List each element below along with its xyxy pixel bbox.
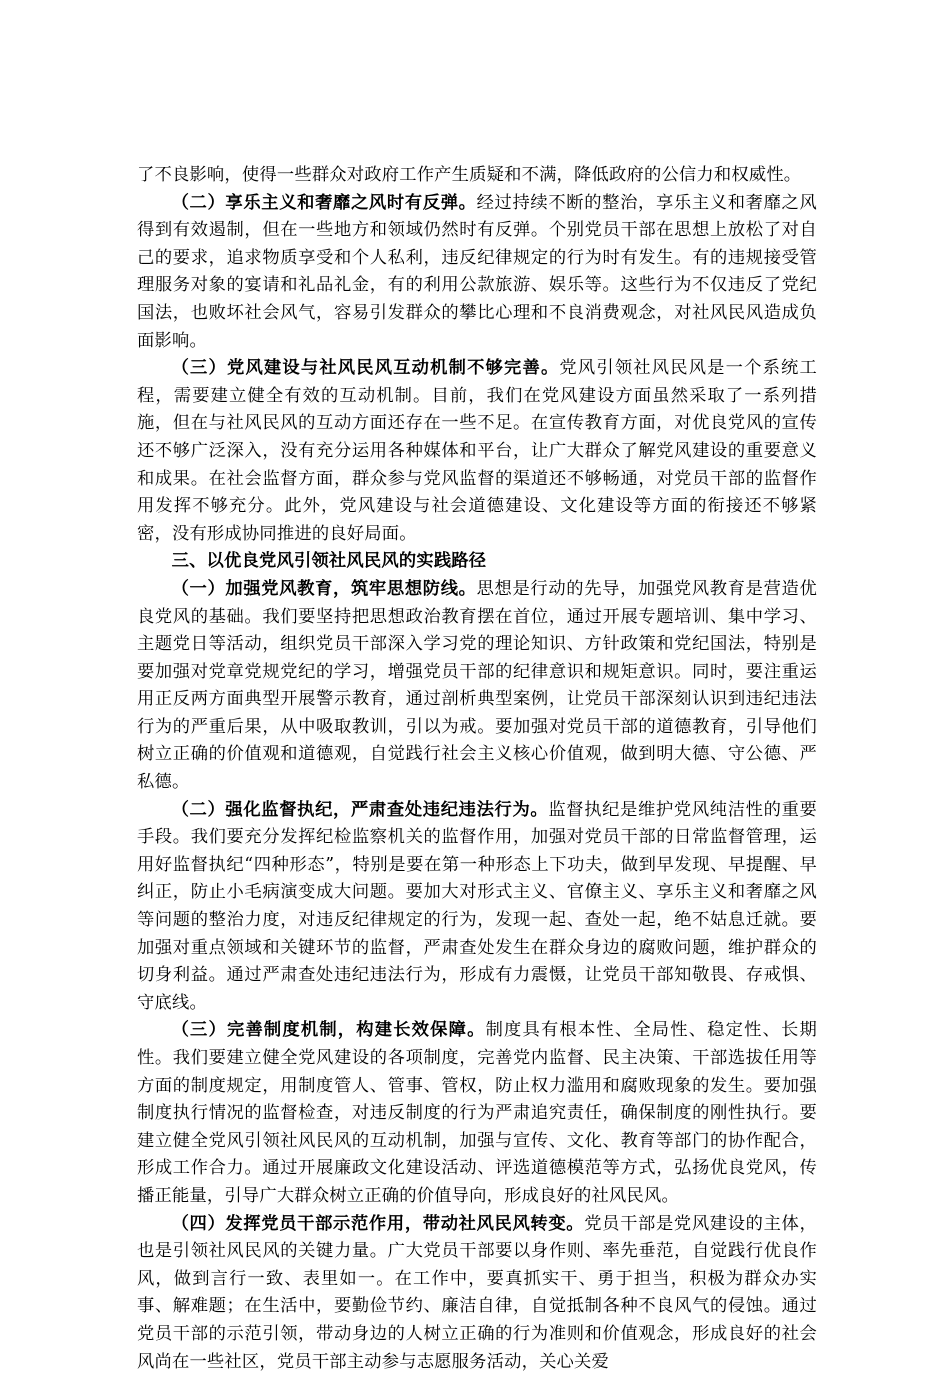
section-heading — [137, 548, 817, 576]
paragraph-1-text: 了不良影响，使得一些群众对政府工作产生质疑和不满，降低政府的公信力和权威性。 — [137, 165, 802, 185]
paragraph-2-heading: （二）享乐主义和奢靡之风时有反弹。 — [171, 192, 477, 213]
paragraph-7-heading: （三）完善制度机制，构建长效保障。 — [171, 1020, 486, 1041]
paragraph-2-text: 经过持续不断的整治，享乐主义和奢靡之风得到有效遏制，但在一些地方和领域仍然时有反弹。个别党员干部在思想上放松了对自己的要求，追求物质享受和个人私利，违反纪律规定的行为时有发生。有的违规接受管理服务对象的宴请和礼品礼金，有的利用公款旅游、娱乐等。这些行为不仅违反了党纪国法，也败坏社会风气，容易引发群众的攀比心理和不良消费观念，对社风民风造成负面影响。 — [137, 192, 817, 351]
paragraph-8 — [137, 1211, 817, 1376]
paragraph-6-heading: （二）强化监督执纪，严肃查处违纪违法行为。 — [171, 799, 549, 820]
paragraph-3-text: 党风引领社风民风是一个系统工程，需要建立健全有效的互动机制。目前，我们在党风建设方面虽然采取了一系列措施，但在与社风民风的互动方面还存在一些不足。在宣传教育方面，对优良党风的宣传还不够广泛深入，没有充分运用各种媒体和平台，让广大群众了解党风建设的重要意义和成果。在社会监督方面，群众参与党风监督的渠道还不够畅通，对党员干部的监督作用发挥不够充分。此外，党风建设与社会道德建设、文化建设等方面的衔接还不够紧密，没有形成协同推进的良好局面。 — [137, 358, 817, 544]
paragraph-8-heading: （四）发挥党员干部示范作用，带动社风民风转变。 — [171, 1213, 585, 1234]
paragraph-3 — [137, 355, 817, 548]
paragraph-5-text: 思想是行动的先导，加强党风教育是营造优良党风的基础。我们要坚持把思想政治教育摆在首位，通过开展专题培训、集中学习、主题党日等活动，组织党员干部深入学习党的理论知识、方针政策和党纪国法，特别是要加强对党章党规党纪的学习，增强党员干部的纪律意识和规矩意识。同时，要注重运用正反两方面典型开展警示教育，通过剖析典型案例，让党员干部深刻认识到违纪违法行为的严重后果，从中吸取教训，引以为戒。要加强对党员干部的道德教育，引导他们树立正确的价值观和道德观，自觉践行社会主义核心价值观，做到明大德、守公德、严私德。 — [137, 578, 817, 793]
paragraph-6-text: 监督执纪是维护党风纯洁性的重要手段。我们要充分发挥纪检监察机关的监督作用，加强对党员干部的日常监督管理，运用好监督执纪“四种形态”，特别是要在第一种形态上下功夫，做到早发现、早提醒、早纠正，防止小毛病演变成大问题。要加大对形式主义、官僚主义、享乐主义和奢靡之风等问题的整治力度，对违反纪律规定的行为，发现一起、查处一起，绝不姑息迁就。要加强对重点领域和关键环节的监督，严肃查处发生在群众身边的腐败问题，维护群众的切身利益。通过严肃查处违纪违法行为，形成有力震慑，让党员干部知敬畏、存戒惧、守底线。 — [137, 799, 817, 1013]
section-heading-text: 三、以优良党风引领社风民风的实践路径 — [171, 551, 487, 572]
paragraph-2 — [137, 190, 817, 356]
paragraph-3-heading: （三）党风建设与社风民风互动机制不够完善。 — [171, 358, 560, 379]
paragraph-7-text: 制度具有根本性、全局性、稳定性、长期性。我们要建立健全党风建设的各项制度，完善党内监督、民主决策、干部选拔任用等方面的制度规定，用制度管人、管事、管权，防止权力滥用和腐败现象的发生。要加强制度执行情况的监督检查，对违反制度的行为严肃追究责任，确保制度的刚性执行。要建立健全党风引领社风民风的互动机制，加强与宣传、文化、教育等部门的协作配合，形成工作合力。通过开展廉政文化建设活动、评选道德模范等方式，弘扬优良党风，传播正能量，引导广大群众树立正确的价值导向，形成良好的社风民风。 — [137, 1020, 817, 1206]
document-body — [137, 162, 817, 1376]
paragraph-5 — [137, 576, 817, 797]
paragraph-5-heading: （一）加强党风教育，筑牢思想防线。 — [171, 578, 477, 599]
paragraph-1 — [137, 162, 817, 190]
paragraph-6 — [137, 797, 817, 1018]
paragraph-7 — [137, 1017, 817, 1210]
paragraph-8-text: 党员干部是党风建设的主体，也是引领社风民风的关键力量。广大党员干部要以身作则、率先垂范，自觉践行优良作风，做到言行一致、表里如一。在工作中，要真抓实干、勇于担当，积极为群众办实事、解难题；在生活中，要勤俭节约、廉洁自律，自觉抵制各种不良风气的侵蚀。通过党员干部的示范引领，带动身边的人树立正确的行为准则和价值观念，形成良好的社会风尚在一些社区，党员干部主动参与志愿服务活动，关心关爱 — [137, 1213, 817, 1372]
